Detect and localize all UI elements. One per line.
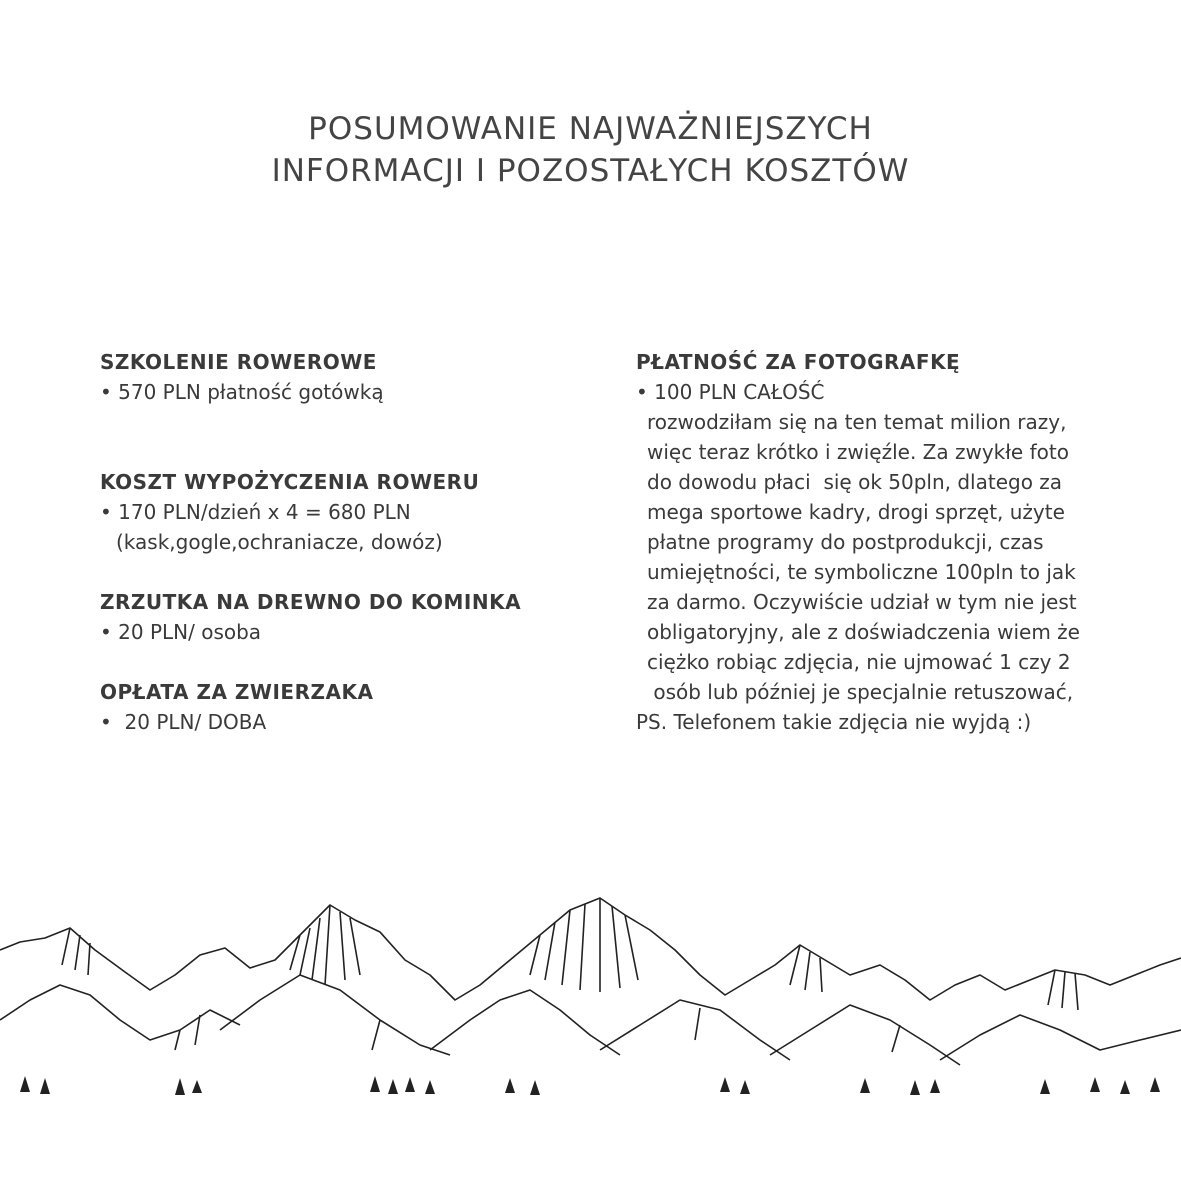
section-heading: KOSZT WYPOŻYCZENIA ROWERU [100, 470, 480, 494]
section-heading: SZKOLENIE ROWEROWE [100, 350, 377, 374]
section-line: osób lub później je specjalnie retuszować, [647, 680, 1074, 704]
mountain-range-illustration [0, 880, 1181, 1120]
section-line: więc teraz krótko i zwięźle. Za zwykłe foto [647, 440, 1069, 464]
section-line: • 20 PLN/ osoba [100, 620, 262, 644]
section-line: do dowodu płaci się ok 50pln, dlatego za [647, 470, 1063, 494]
section-line: obligatoryjny, ale z doświadczenia wiem że [647, 620, 1080, 644]
section-line: ciężko robiąc zdjęcia, nie ujmować 1 czy 2 [647, 650, 1071, 674]
section-heading: ZRZUTKA NA DREWNO DO KOMINKA [100, 590, 522, 614]
section-bike-rental [100, 467, 479, 557]
section-firewood [100, 587, 521, 647]
section-heading: PŁATNOŚĆ ZA FOTOGRAFKĘ [636, 350, 961, 374]
title-line-2: INFORMACJI I POZOSTAŁYCH KOSZTÓW [271, 153, 910, 189]
photographer-payment [636, 347, 1156, 737]
title-line-1: POSUMOWANIE NAJWAŻNIEJSZYCH [308, 111, 873, 147]
section-line: • 170 PLN/dzień x 4 = 680 PLN [100, 500, 411, 524]
section-line: za darmo. Oczywiście udział w tym nie jest [647, 590, 1077, 614]
section-line: • 20 PLN/ DOBA [100, 710, 267, 734]
section-pet-fee [100, 677, 373, 737]
page-title [0, 108, 1181, 192]
section-line: • 100 PLN CAŁOŚĆ [636, 380, 825, 404]
section-line: umiejętności, te symboliczne 100pln to jak [647, 560, 1076, 584]
section-line: PS. Telefonem takie zdjęcia nie wyjdą :) [636, 710, 1032, 734]
section-line: • 570 PLN płatność gotówką [100, 380, 384, 404]
section-line: mega sportowe kadry, drogi sprzęt, użyte [647, 500, 1065, 524]
section-line: (kask,gogle,ochraniacze, dowóz) [116, 530, 443, 554]
section-heading: OPŁATA ZA ZWIERZAKA [100, 680, 374, 704]
section-line: rozwodziłam się na ten temat milion razy, [647, 410, 1067, 434]
section-bike-training [100, 347, 384, 407]
section-line: płatne programy do postprodukcji, czas [647, 530, 1044, 554]
